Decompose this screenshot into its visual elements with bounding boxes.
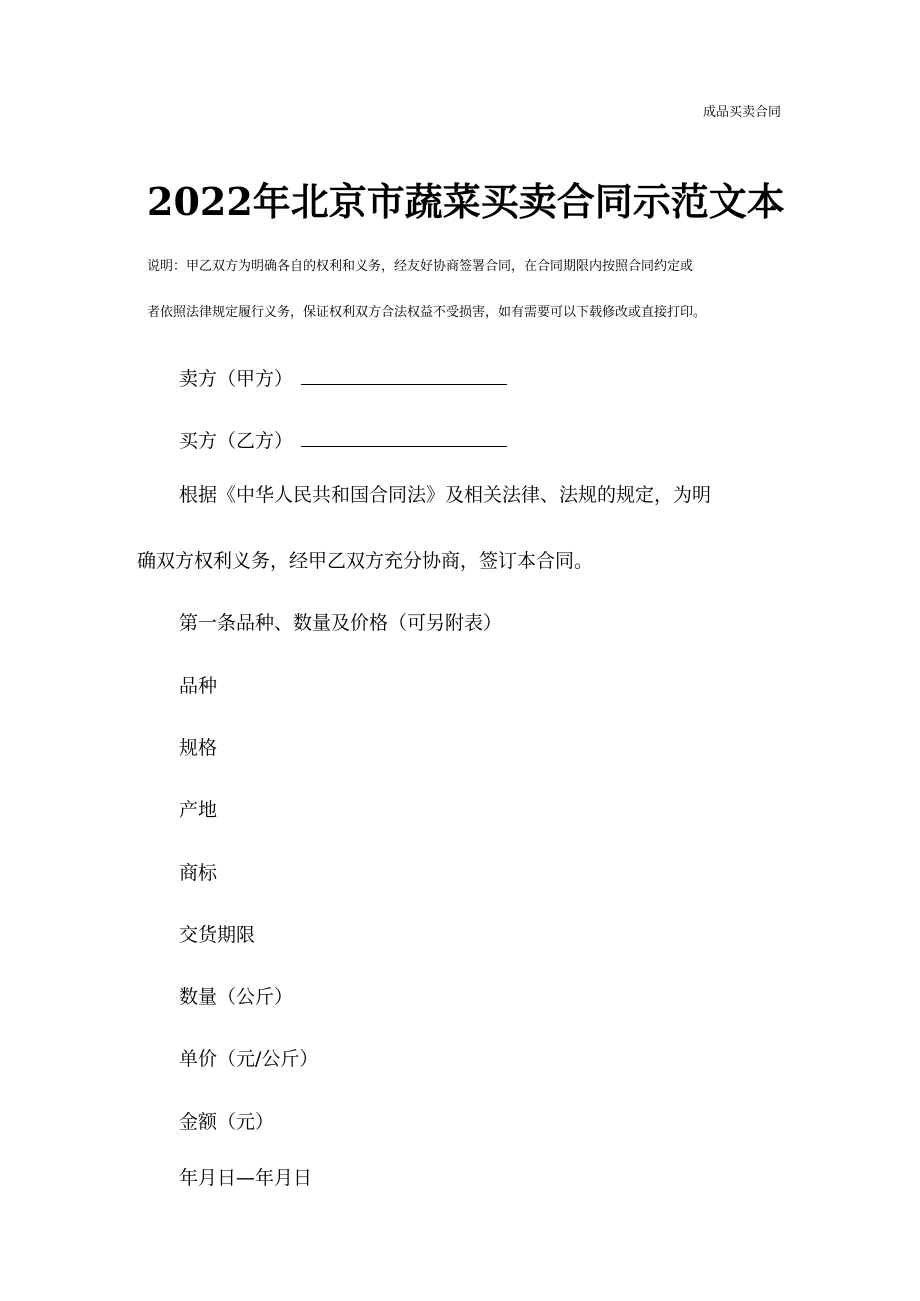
field-variety: 品种	[179, 675, 218, 697]
seller-label: 卖方（甲方）	[179, 368, 294, 390]
buyer-name-blank[interactable]	[301, 426, 507, 447]
field-date-range: 年月日—年月日	[179, 1167, 313, 1189]
field-delivery-term: 交货期限	[179, 924, 256, 946]
seller-party-row	[179, 364, 507, 392]
field-origin: 产地	[179, 799, 218, 821]
document-title: 2022年北京市蔬菜买卖合同示范文本	[147, 179, 785, 224]
field-quantity: 数量（公斤）	[179, 986, 294, 1008]
field-specification: 规格	[179, 737, 218, 759]
intro-line-1: 根据《中华人民共和国合同法》及相关法律、法规的规定，为明	[179, 484, 712, 506]
seller-name-blank[interactable]	[301, 364, 507, 385]
buyer-label: 买方（乙方）	[179, 430, 294, 452]
field-trademark: 商标	[179, 862, 218, 884]
intro-line-2: 确双方权利义务，经甲乙双方充分协商，签订本合同。	[137, 550, 594, 572]
article-1-heading: 第一条品种、数量及价格（可另附表）	[179, 612, 503, 634]
note-line-1: 说明：甲乙双方为明确各自的权利和义务，经友好协商签署合同，在合同期限内按照合同约定或	[147, 259, 694, 274]
header-doc-type: 成品买卖合同	[702, 105, 781, 120]
buyer-party-row	[179, 426, 507, 454]
field-amount: 金额（元）	[179, 1111, 275, 1133]
field-unit-price: 单价（元/公斤）	[179, 1048, 319, 1070]
note-line-2: 者依照法律规定履行义务，保证权利双方合法权益不受损害，如有需要可以下载修改或直接打印。	[147, 305, 707, 320]
